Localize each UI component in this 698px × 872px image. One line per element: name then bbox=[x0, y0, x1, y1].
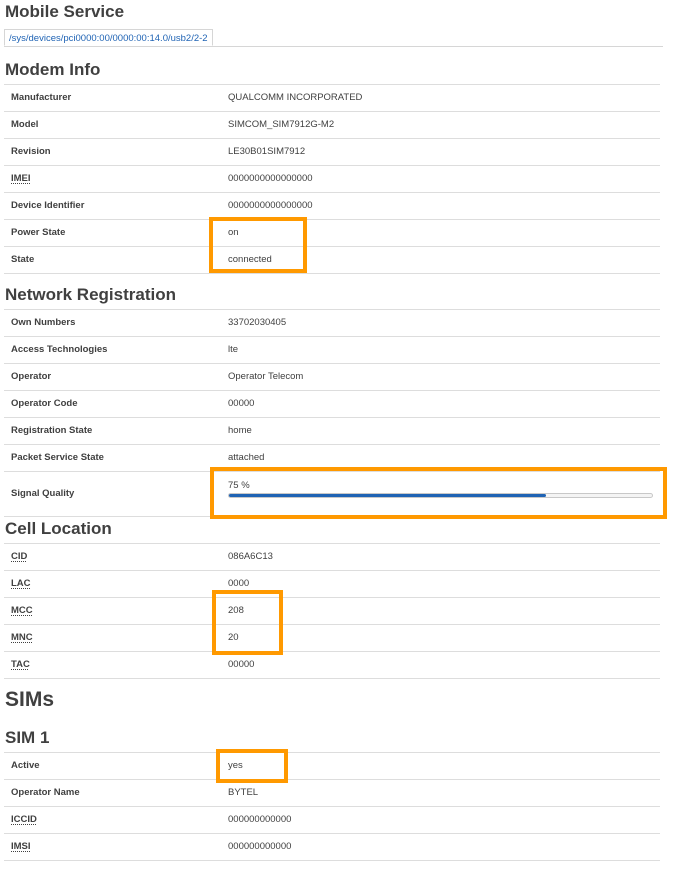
cid-value: 086A6C13 bbox=[228, 551, 273, 562]
table-row bbox=[4, 834, 660, 861]
packet-service-state-label: Packet Service State bbox=[11, 452, 104, 463]
device-identifier-label: Device Identifier bbox=[11, 200, 85, 211]
signal-quality-text: 75 % bbox=[228, 480, 250, 491]
active-label: Active bbox=[11, 760, 40, 771]
revision-value: LE30B01SIM7912 bbox=[228, 146, 306, 157]
page-title: Mobile Service bbox=[5, 2, 125, 21]
table-row bbox=[4, 193, 660, 220]
model-label: Model bbox=[11, 119, 39, 130]
state-label: State bbox=[11, 254, 35, 265]
operator-name-value: BYTEL bbox=[228, 787, 259, 798]
cid-label: CID bbox=[11, 551, 28, 562]
network-registration-table bbox=[4, 309, 660, 517]
manufacturer-label: Manufacturer bbox=[11, 92, 72, 103]
device-tab-bar bbox=[4, 29, 663, 47]
imsi-label: IMSI bbox=[11, 841, 31, 852]
table-row bbox=[4, 364, 660, 391]
modem-info-table bbox=[4, 84, 660, 274]
table-row bbox=[4, 753, 660, 780]
cell-location-title: Cell Location bbox=[5, 519, 112, 538]
table-row bbox=[4, 445, 660, 472]
state-value: connected bbox=[228, 254, 272, 265]
operator-value: Operator Telecom bbox=[228, 371, 304, 382]
table-row bbox=[4, 85, 660, 112]
operator-code-value: 00000 bbox=[228, 398, 255, 409]
lac-value: 0000 bbox=[228, 578, 250, 589]
imei-label: IMEI bbox=[11, 173, 31, 184]
operator-name-label: Operator Name bbox=[11, 787, 80, 798]
tab-device-path[interactable]: /sys/devices/pci0000:00/0000:00:14.0/usb2/2-2 bbox=[4, 29, 213, 46]
power-state-value: on bbox=[228, 227, 239, 238]
table-row bbox=[4, 112, 660, 139]
mcc-value: 208 bbox=[228, 605, 244, 616]
operator-label: Operator bbox=[11, 371, 52, 382]
table-row bbox=[4, 220, 660, 247]
mcc-label: MCC bbox=[11, 605, 33, 616]
table-row bbox=[4, 247, 660, 274]
manufacturer-value: QUALCOMM INCORPORATED bbox=[228, 92, 363, 103]
power-state-label: Power State bbox=[11, 227, 66, 238]
table-row bbox=[4, 337, 660, 364]
tac-value: 00000 bbox=[228, 659, 255, 670]
operator-code-label: Operator Code bbox=[11, 398, 78, 409]
sim1-title: SIM 1 bbox=[5, 728, 50, 747]
network-registration-title: Network Registration bbox=[5, 285, 176, 304]
tac-label: TAC bbox=[11, 659, 30, 670]
active-value: yes bbox=[228, 760, 243, 771]
table-row bbox=[4, 391, 660, 418]
mnc-label: MNC bbox=[11, 632, 33, 643]
table-row bbox=[4, 418, 660, 445]
mnc-value: 20 bbox=[228, 632, 239, 643]
iccid-value: 000000000000 bbox=[228, 814, 292, 825]
table-row bbox=[4, 807, 660, 834]
signal-quality-label: Signal Quality bbox=[11, 488, 75, 499]
signal-quality-meter bbox=[228, 480, 654, 498]
own-numbers-value: 33702030405 bbox=[228, 317, 287, 328]
table-row bbox=[4, 780, 660, 807]
packet-service-state-value: attached bbox=[228, 452, 265, 463]
sim1-table bbox=[4, 752, 660, 861]
device-identifier-value: 0000000000000000 bbox=[228, 200, 313, 211]
model-value: SIMCOM_SIM7912G-M2 bbox=[228, 119, 335, 130]
access-technologies-label: Access Technologies bbox=[11, 344, 108, 355]
table-row bbox=[4, 166, 660, 193]
revision-label: Revision bbox=[11, 146, 51, 157]
table-row bbox=[4, 310, 660, 337]
registration-state-label: Registration State bbox=[11, 425, 93, 436]
own-numbers-label: Own Numbers bbox=[11, 317, 76, 328]
signal-quality-track bbox=[228, 493, 653, 498]
table-row bbox=[4, 139, 660, 166]
table-row bbox=[4, 472, 660, 517]
lac-label: LAC bbox=[11, 578, 31, 589]
table-row bbox=[4, 598, 660, 625]
imsi-value: 000000000000 bbox=[228, 841, 292, 852]
modem-info-title: Modem Info bbox=[5, 60, 101, 79]
cell-location-table bbox=[4, 543, 660, 679]
table-row bbox=[4, 571, 660, 598]
iccid-label: ICCID bbox=[11, 814, 37, 825]
access-technologies-value: lte bbox=[228, 344, 239, 355]
registration-state-value: home bbox=[228, 425, 252, 436]
sims-title: SIMs bbox=[5, 688, 55, 711]
table-row bbox=[4, 652, 660, 679]
table-row bbox=[4, 544, 660, 571]
imei-value: 0000000000000000 bbox=[228, 173, 313, 184]
signal-quality-fill bbox=[229, 494, 546, 497]
table-row bbox=[4, 625, 660, 652]
